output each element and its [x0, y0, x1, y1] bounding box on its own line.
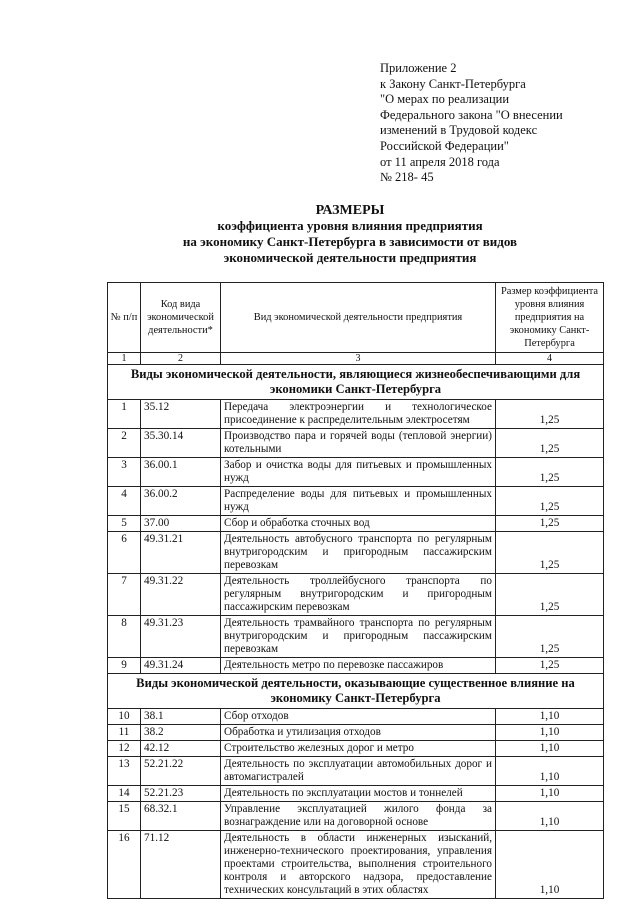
activity-code: 49.31.22: [141, 574, 221, 616]
activity-name: Деятельность метро по перевозке пассажиров: [221, 658, 496, 674]
coefficient-value: 1,10: [496, 725, 604, 741]
column-number: 1: [108, 353, 141, 365]
activity-name: Управление эксплуатацией жилого фонда за вознаграждение или на договорной основе: [221, 802, 496, 831]
section-heading: Виды экономической деятельности, оказывающие существенное влияние на экономику Санкт-Петербурга: [108, 674, 604, 709]
appendix-line: Приложение 2: [380, 61, 457, 75]
table-row: [108, 757, 604, 786]
activity-name: Сбор отходов: [221, 709, 496, 725]
table-row: [108, 516, 604, 532]
activity-code: 49.31.21: [141, 532, 221, 574]
row-number: 10: [108, 709, 141, 725]
activity-code: 71.12: [141, 831, 221, 899]
table-header-row: [108, 283, 604, 353]
section-heading-row: [108, 365, 604, 400]
coefficient-value: 1,25: [496, 574, 604, 616]
activity-code: 49.31.24: [141, 658, 221, 674]
activity-code: 38.1: [141, 709, 221, 725]
row-number: 14: [108, 786, 141, 802]
row-number: 8: [108, 616, 141, 658]
appendix-line: Российской Федерации": [380, 138, 509, 153]
activity-name: Передача электроэнергии и технологическое присоединение к распределительным электросетям: [221, 400, 496, 429]
row-number: 7: [108, 574, 141, 616]
row-number: 13: [108, 757, 141, 786]
table-row: [108, 658, 604, 674]
activity-name: Распределение воды для питьевых и промышленных нужд: [221, 487, 496, 516]
column-number: 3: [221, 353, 496, 365]
table-row: [108, 616, 604, 658]
coefficient-value: 1,10: [496, 757, 604, 786]
table-row: [108, 831, 604, 899]
section-heading-row: [108, 674, 604, 709]
activity-name: Деятельность в области инженерных изысканий, инженерно-технического проектирования, управления проектами строительства, выполнения строительного контроля и авторского надзора, предоставление технических консультаций в этих областях: [221, 831, 496, 899]
row-number: 3: [108, 458, 141, 487]
table-row: [108, 532, 604, 574]
activity-code: 35.12: [141, 400, 221, 429]
activity-name: Сбор и обработка сточных вод: [221, 516, 496, 532]
activity-name: Деятельность по эксплуатации мостов и тоннелей: [221, 786, 496, 802]
column-number: 2: [141, 353, 221, 365]
row-number: 9: [108, 658, 141, 674]
activity-name: Деятельность троллейбусного транспорта по регулярным внутригородским и пригородным пассажирским перевозкам: [221, 574, 496, 616]
table-row: [108, 574, 604, 616]
coefficient-value: 1,10: [496, 802, 604, 831]
coefficient-value: 1,10: [496, 709, 604, 725]
row-number: 4: [108, 487, 141, 516]
coefficient-value: 1,25: [496, 429, 604, 458]
header-coefficient: Размер коэффициента уровня влияния предприятия на экономику Санкт-Петербурга: [496, 283, 604, 353]
activity-name: Строительство железных дорог и метро: [221, 741, 496, 757]
appendix-block: [380, 61, 610, 186]
appendix-line: Федерального закона "О внесении: [380, 107, 563, 122]
appendix-line: изменений в Трудовой кодекс: [380, 123, 538, 138]
table-row: [108, 487, 604, 516]
activity-code: 36.00.1: [141, 458, 221, 487]
coefficient-value: 1,25: [496, 400, 604, 429]
coefficient-value: 1,25: [496, 458, 604, 487]
row-number: 16: [108, 831, 141, 899]
activity-code: 38.2: [141, 725, 221, 741]
activity-code: 42.12: [141, 741, 221, 757]
coefficient-value: 1,10: [496, 831, 604, 899]
header-number: № п/п: [108, 283, 141, 353]
section-heading: Виды экономической деятельности, являющиеся жизнеобеспечивающими для экономики Санкт-Петербурга: [108, 365, 604, 400]
activity-code: 36.00.2: [141, 487, 221, 516]
appendix-line: "О мерах по реализации: [380, 92, 510, 107]
coefficient-value: 1,10: [496, 786, 604, 802]
activity-code: 37.00: [141, 516, 221, 532]
activity-code: 52.21.23: [141, 786, 221, 802]
activity-name: Обработка и утилизация отходов: [221, 725, 496, 741]
coefficient-value: 1,25: [496, 532, 604, 574]
activity-code: 35.30.14: [141, 429, 221, 458]
coefficient-value: 1,25: [496, 616, 604, 658]
table-row: [108, 429, 604, 458]
activity-name: Забор и очистка воды для питьевых и промышленных нужд: [221, 458, 496, 487]
activity-code: 52.21.22: [141, 757, 221, 786]
subtitle-line: на экономику Санкт-Петербурга в зависимости от видов: [182, 234, 518, 249]
coefficient-value: 1,10: [496, 741, 604, 757]
table-row: [108, 802, 604, 831]
header-code: Код вида экономической деятельности*: [141, 283, 221, 353]
header-activity: Вид экономической деятельности предприятия: [221, 283, 496, 353]
row-number: 1: [108, 400, 141, 429]
table-row: [108, 709, 604, 725]
activity-name: Деятельность автобусного транспорта по регулярным внутригородским и пригородным пассажирским перевозкам: [221, 532, 496, 574]
column-number: 4: [496, 353, 604, 365]
column-number-row: [108, 353, 604, 365]
subtitle-line: экономической деятельности предприятия: [223, 250, 477, 265]
activity-code: 68.32.1: [141, 802, 221, 831]
row-number: 11: [108, 725, 141, 741]
table-row: [108, 400, 604, 429]
document-subtitle: [80, 218, 620, 266]
table-row: [108, 786, 604, 802]
appendix-line: к Закону Санкт-Петербурга: [380, 76, 526, 91]
coefficient-value: 1,25: [496, 516, 604, 532]
row-number: 12: [108, 741, 141, 757]
coefficient-value: 1,25: [496, 658, 604, 674]
activity-name: Производство пара и горячей воды (тепловой энергии) котельными: [221, 429, 496, 458]
table-row: [108, 458, 604, 487]
coefficient-value: 1,25: [496, 487, 604, 516]
table-row: [108, 725, 604, 741]
row-number: 6: [108, 532, 141, 574]
activity-code: 49.31.23: [141, 616, 221, 658]
document-title: РАЗМЕРЫ: [315, 203, 385, 218]
activity-name: Деятельность трамвайного транспорта по регулярным внутригородским и пригородным пассажирским перевозкам: [221, 616, 496, 658]
row-number: 15: [108, 802, 141, 831]
appendix-line: от 11 апреля 2018 года: [380, 154, 500, 169]
table-row: [108, 741, 604, 757]
appendix-line: № 218- 45: [380, 170, 434, 185]
activity-name: Деятельность по эксплуатации автомобильных дорог и автомагистралей: [221, 757, 496, 786]
row-number: 5: [108, 516, 141, 532]
subtitle-line: коэффициента уровня влияния предприятия: [217, 218, 483, 233]
row-number: 2: [108, 429, 141, 458]
coefficients-table: [107, 282, 604, 899]
